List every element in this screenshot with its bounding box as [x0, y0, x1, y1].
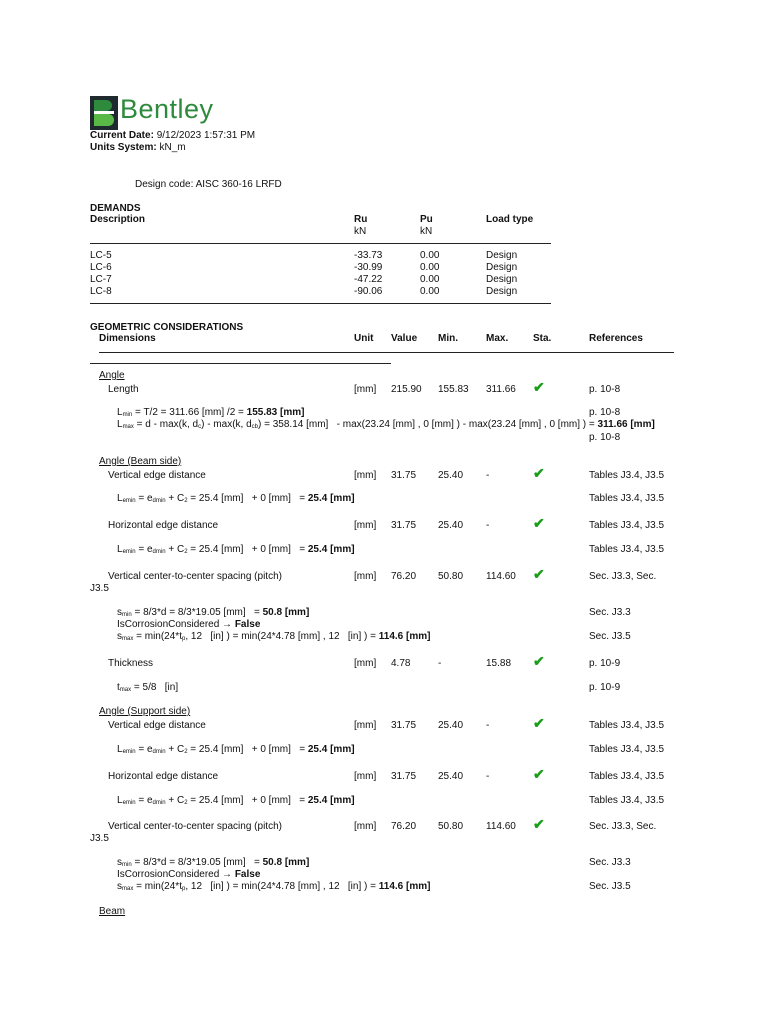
table-cell: 0.00	[420, 262, 440, 273]
formula-lmax: $L_{max} = d - \max(k$, $d_c) - \max(k$, $d_{cb}) = 358.14$ [mm] - max(23.24 [mm] , 0 [mm] ) - max(23.24 [mm] , 0 [mm] ) = 311.66 [mm]	[117, 419, 655, 430]
formula-ref: Tables J3.4, J3.5	[589, 544, 665, 555]
formula-hed-lmin: $L_{emin} = e_{dmin} + C_2 = 25.4$ [mm] + 0 [mm] = 25.4 [mm]	[117, 795, 355, 806]
table-cell: LC-7	[90, 274, 112, 285]
logo-wordmark: Bentley	[120, 94, 214, 124]
pitch-max: 114.60	[486, 571, 516, 582]
units-line	[90, 142, 186, 153]
table-cell: -90.06	[354, 286, 383, 297]
table-cell: Design	[486, 286, 518, 297]
table-cell: LC-6	[90, 262, 112, 273]
table-cell: -47.22	[354, 274, 383, 285]
table-cell: Design	[486, 274, 518, 285]
bentley-logo-icon	[90, 96, 118, 130]
check-icon: ✔	[533, 465, 545, 481]
corrosion-label: IsCorrosionConsidered →	[117, 869, 235, 880]
pitch-ref: Sec. J3.3, Sec.	[589, 571, 657, 582]
table-cell: Design	[486, 250, 518, 261]
pitch-ref: Sec. J3.3, Sec.	[589, 821, 657, 832]
ved-value: 31.75	[391, 470, 417, 481]
pitch-unit: [mm]	[354, 571, 377, 582]
ved-max: -	[486, 470, 490, 481]
lmax-ref: p. 10-8	[589, 432, 621, 443]
hed-ref: Tables J3.4, J3.5	[589, 771, 665, 782]
current-date-label: Current Date:	[90, 130, 154, 141]
ved-value: 31.75	[391, 720, 417, 731]
section-angle-support-side: Angle (Support side)	[99, 706, 191, 717]
formula-tmax: $t_{max} = 5/8$ [in]	[117, 682, 179, 693]
formula-hed-lmin: $L_{emin} = e_{dmin} + C_2 = 25.4$ [mm] + 0 [mm] = 25.4 [mm]	[117, 544, 355, 555]
pitch-value: 76.20	[391, 821, 417, 832]
pitch-label-cont: J3.5	[90, 583, 109, 594]
demands-header-load-type: Load type	[486, 214, 534, 225]
thickness-min: -	[438, 658, 442, 669]
thickness-value: 4.78	[391, 658, 411, 669]
pitch-label: Vertical center-to-center spacing (pitch)	[108, 821, 282, 832]
demands-header-pu-unit: kN	[420, 226, 433, 237]
ved-max: -	[486, 720, 490, 731]
hed-min: 25.40	[438, 771, 464, 782]
hed-max: -	[486, 771, 490, 782]
ved-min: 25.40	[438, 470, 464, 481]
formula-smax: $s_{max} = \min(24*t_p$, 12 [in] ) = min(24*4.78 [mm] , 12 [in] ) = 114.6 [mm]	[117, 881, 431, 892]
table-cell: Design	[486, 262, 518, 273]
pitch-min: 50.80	[438, 821, 464, 832]
formula-lmin: $L_{min} = T/2 = 311.66$ [mm] /2 = 155.83 [mm]	[117, 407, 305, 418]
formula-smax: $s_{max} = \min(24*t_p$, 12 [in] ) = min(24*4.78 [mm] , 12 [in] ) = 114.6 [mm]	[117, 631, 431, 642]
ved-label: Vertical edge distance	[108, 720, 206, 731]
corrosion-label: IsCorrosionConsidered →	[117, 619, 235, 630]
geo-header-min: Min.	[438, 333, 458, 344]
smax-ref: Sec. J3.5	[589, 631, 631, 642]
design-code: Design code: AISC 360-16 LRFD	[135, 179, 282, 190]
corrosion-value: False	[234, 869, 261, 880]
bentley-logo	[90, 96, 240, 130]
hed-unit: [mm]	[354, 520, 377, 531]
formula-ref: Tables J3.4, J3.5	[589, 744, 665, 755]
thickness-ref: p. 10-9	[589, 658, 621, 669]
table-cell: 0.00	[420, 250, 440, 261]
demands-title: DEMANDS	[90, 203, 141, 214]
pitch-label: Vertical center-to-center spacing (pitch)	[108, 571, 282, 582]
thickness-unit: [mm]	[354, 658, 377, 669]
ved-ref: Tables J3.4, J3.5	[589, 470, 665, 481]
ved-label: Vertical edge distance	[108, 470, 206, 481]
check-icon: ✔	[533, 766, 545, 782]
hed-ref: Tables J3.4, J3.5	[589, 520, 665, 531]
section-angle: Angle	[99, 370, 125, 381]
tmax-ref: p. 10-9	[589, 682, 621, 693]
formula-ved-lmin: $L_{emin} = e_{dmin} + C_2 = 25.4$ [mm] + 0 [mm] = 25.4 [mm]	[117, 493, 355, 504]
geo-subheader-divider	[90, 363, 391, 364]
table-cell: LC-5	[90, 250, 112, 261]
demands-bottom-divider	[90, 303, 551, 304]
formula-ref: Tables J3.4, J3.5	[589, 493, 665, 504]
check-icon: ✔	[533, 653, 545, 669]
demands-header-ru: Ru	[354, 214, 368, 225]
section-angle-beam-side: Angle (Beam side)	[99, 456, 182, 467]
section-beam: Beam	[99, 906, 126, 917]
ved-unit: [mm]	[354, 470, 377, 481]
demands-header-pu: Pu	[420, 214, 433, 225]
geo-header-dimensions: Dimensions	[99, 333, 156, 344]
formula-smin: $s_{min} = 8/3*d = 8/3*19.05$ [mm] = 50.8 [mm]	[117, 857, 310, 868]
smin-ref: Sec. J3.3	[589, 857, 631, 868]
pitch-unit: [mm]	[354, 821, 377, 832]
check-icon: ✔	[533, 566, 545, 582]
smin-ref: Sec. J3.3	[589, 607, 631, 618]
pitch-value: 76.20	[391, 571, 417, 582]
demands-header-ru-unit: kN	[354, 226, 367, 237]
length-value: 215.90	[391, 384, 422, 395]
geo-title: GEOMETRIC CONSIDERATIONS	[90, 322, 244, 333]
check-icon: ✔	[533, 379, 545, 395]
check-icon: ✔	[533, 816, 545, 832]
hed-label: Horizontal edge distance	[108, 520, 219, 531]
pitch-label-cont: J3.5	[90, 833, 109, 844]
formula-ved-lmin: $L_{emin} = e_{dmin} + C_2 = 25.4$ [mm] + 0 [mm] = 25.4 [mm]	[117, 744, 355, 755]
table-cell: 0.00	[420, 274, 440, 285]
corrosion-line	[117, 619, 260, 630]
demands-header-divider	[90, 243, 551, 244]
hed-value: 31.75	[391, 520, 417, 531]
hed-value: 31.75	[391, 771, 417, 782]
pitch-min: 50.80	[438, 571, 464, 582]
length-unit: [mm]	[354, 384, 377, 395]
formula-ref: Tables J3.4, J3.5	[589, 795, 665, 806]
ved-ref: Tables J3.4, J3.5	[589, 720, 665, 731]
table-cell: 0.00	[420, 286, 440, 297]
units-label: Units System:	[90, 142, 157, 153]
geo-header-sta: Sta.	[533, 333, 552, 344]
geo-header-max: Max.	[486, 333, 509, 344]
current-date-value: 9/12/2023 1:57:31 PM	[156, 130, 256, 141]
hed-label: Horizontal edge distance	[108, 771, 219, 782]
check-icon: ✔	[533, 715, 545, 731]
pitch-max: 114.60	[486, 821, 516, 832]
table-cell: -33.73	[354, 250, 383, 261]
hed-max: -	[486, 520, 490, 531]
ved-unit: [mm]	[354, 720, 377, 731]
table-cell: LC-8	[90, 286, 112, 297]
table-cell: -30.99	[354, 262, 383, 273]
corrosion-line	[117, 869, 260, 880]
length-ref: p. 10-8	[589, 384, 621, 395]
thickness-label: Thickness	[108, 658, 154, 669]
demands-header-description: Description	[90, 214, 146, 225]
check-icon: ✔	[533, 515, 545, 531]
corrosion-value: False	[234, 619, 261, 630]
geo-header-divider	[99, 352, 674, 353]
hed-min: 25.40	[438, 520, 464, 531]
formula-smin: $s_{min} = 8/3*d = 8/3*19.05$ [mm] = 50.8 [mm]	[117, 607, 310, 618]
length-label: Length	[108, 384, 139, 395]
thickness-max: 15.88	[486, 658, 512, 669]
units-value: kN_m	[159, 142, 186, 153]
geo-header-references: References	[589, 333, 643, 344]
geo-header-value: Value	[391, 333, 418, 344]
geo-header-unit: Unit	[354, 333, 374, 344]
hed-unit: [mm]	[354, 771, 377, 782]
lmin-ref: p. 10-8	[589, 407, 621, 418]
current-date-line	[90, 130, 255, 141]
ved-min: 25.40	[438, 720, 464, 731]
length-min: 155.83	[438, 384, 469, 395]
length-max: 311.66	[486, 384, 516, 395]
smax-ref: Sec. J3.5	[589, 881, 631, 892]
